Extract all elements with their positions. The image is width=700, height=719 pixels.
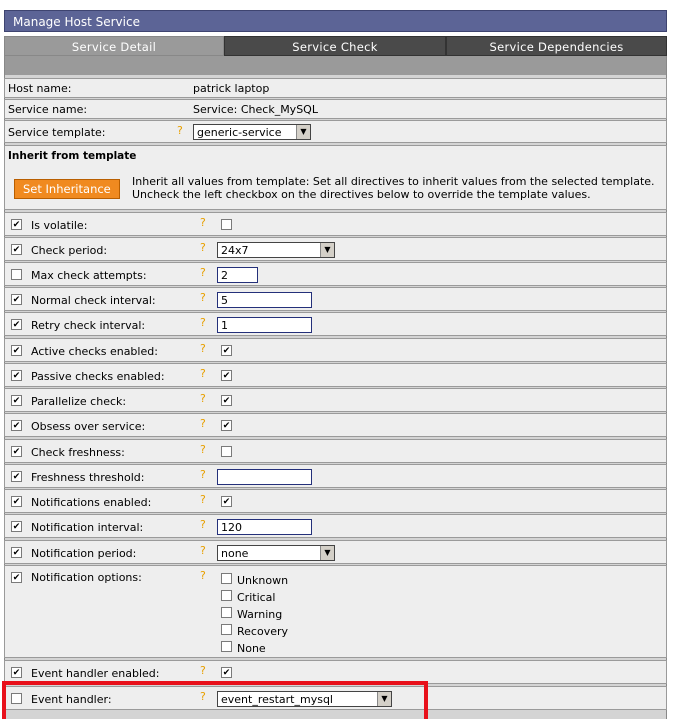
- obsess-over-service-inherit-checkbox[interactable]: [11, 420, 22, 431]
- notifications-enabled-inherit-checkbox[interactable]: [11, 496, 22, 507]
- check-freshness-label: Check freshness:: [31, 446, 125, 459]
- help-icon[interactable]: ?: [200, 493, 206, 506]
- is-volatile-label: Is volatile:: [31, 219, 88, 232]
- service-template-label: Service template:: [8, 126, 106, 139]
- help-icon[interactable]: ?: [177, 124, 183, 137]
- max-check-attempts-label: Max check attempts:: [31, 269, 147, 282]
- window-title: Manage Host Service: [4, 10, 667, 32]
- normal-check-interval-input[interactable]: 5: [217, 292, 312, 308]
- max-check-attempts-input[interactable]: 2: [217, 267, 258, 283]
- parallelize-check-row: [4, 388, 667, 412]
- recovery-option-label: Recovery: [237, 625, 289, 638]
- help-icon[interactable]: ?: [200, 367, 206, 380]
- max-check-attempts-inherit-checkbox[interactable]: [11, 269, 22, 280]
- service-name-label: Service name:: [8, 103, 88, 116]
- normal-check-interval-inherit-checkbox[interactable]: [11, 294, 22, 305]
- inherit-section: [4, 145, 667, 210]
- help-icon[interactable]: ?: [200, 342, 206, 355]
- critical-option-label: Critical: [237, 591, 276, 604]
- normal-check-interval-row: [4, 287, 667, 311]
- active-checks-enabled-checkbox[interactable]: [221, 345, 232, 356]
- warning-option-checkbox[interactable]: [221, 607, 232, 618]
- host-name-value: patrick laptop: [193, 82, 270, 95]
- obsess-over-service-checkbox[interactable]: [221, 420, 232, 431]
- host-name-label: Host name:: [8, 82, 72, 95]
- retry-check-interval-inherit-checkbox[interactable]: [11, 319, 22, 330]
- notification-period-inherit-checkbox[interactable]: [11, 547, 22, 558]
- notification-options-row: [4, 565, 667, 658]
- event-handler-enabled-label: Event handler enabled:: [31, 667, 160, 680]
- set-inheritance-button[interactable]: Set Inheritance: [14, 179, 120, 199]
- active-checks-enabled-row: [4, 338, 667, 362]
- check-freshness-checkbox[interactable]: [221, 446, 232, 457]
- service-template-value: generic-service: [197, 126, 282, 139]
- tab-panel-header: [4, 56, 667, 75]
- notification-options-label: Notification options:: [31, 571, 142, 584]
- event-handler-row: [4, 686, 667, 710]
- notification-interval-label: Notification interval:: [31, 521, 144, 534]
- obsess-over-service-row: [4, 413, 667, 437]
- freshness-threshold-input[interactable]: [217, 469, 312, 485]
- check-period-value: 24x7: [221, 244, 249, 257]
- check-freshness-row: [4, 439, 667, 463]
- recovery-option-checkbox[interactable]: [221, 624, 232, 635]
- notifications-enabled-label: Notifications enabled:: [31, 496, 152, 509]
- is-volatile-checkbox[interactable]: [221, 219, 232, 230]
- service-name-row: [4, 99, 667, 119]
- chevron-down-icon: ▼: [377, 692, 391, 706]
- notification-period-select[interactable]: [217, 545, 335, 561]
- freshness-threshold-inherit-checkbox[interactable]: [11, 471, 22, 482]
- critical-option-checkbox[interactable]: [221, 590, 232, 601]
- help-icon[interactable]: ?: [200, 316, 206, 329]
- help-icon[interactable]: ?: [200, 266, 206, 279]
- notification-options-inherit-checkbox[interactable]: [11, 572, 22, 583]
- tab-service-dependencies[interactable]: Service Dependencies: [446, 36, 667, 56]
- chevron-down-icon: ▼: [320, 546, 334, 560]
- help-icon[interactable]: ?: [200, 216, 206, 229]
- event-handler-value: event_restart_mysql: [221, 693, 333, 706]
- check-period-inherit-checkbox[interactable]: [11, 244, 22, 255]
- chevron-down-icon: ▼: [296, 125, 310, 139]
- event-handler-inherit-checkbox[interactable]: [11, 693, 22, 704]
- warning-option-label: Warning: [237, 608, 283, 621]
- event-handler-enabled-checkbox[interactable]: [221, 667, 232, 678]
- event-handler-enabled-inherit-checkbox[interactable]: [11, 667, 22, 678]
- retry-check-interval-input[interactable]: 1: [217, 317, 312, 333]
- notification-period-row: [4, 540, 667, 564]
- freshness-threshold-label: Freshness threshold:: [31, 471, 145, 484]
- notification-interval-row: [4, 514, 667, 538]
- help-icon[interactable]: ?: [200, 569, 206, 582]
- is-volatile-row: [4, 212, 667, 236]
- help-icon[interactable]: ?: [200, 518, 206, 531]
- retry-check-interval-row: [4, 312, 667, 336]
- notifications-enabled-row: [4, 489, 667, 513]
- check-period-row: [4, 237, 667, 261]
- parallelize-check-inherit-checkbox[interactable]: [11, 395, 22, 406]
- event-handler-enabled-row: [4, 660, 667, 684]
- check-period-select[interactable]: [217, 242, 335, 258]
- normal-check-interval-label: Normal check interval:: [31, 294, 156, 307]
- active-checks-inherit-checkbox[interactable]: [11, 345, 22, 356]
- service-name-value: Service: Check_MySQL: [193, 103, 318, 116]
- help-icon[interactable]: ?: [200, 690, 206, 703]
- passive-checks-enabled-checkbox[interactable]: [221, 370, 232, 381]
- help-icon[interactable]: ?: [200, 291, 206, 304]
- inherit-heading: Inherit from template: [8, 150, 137, 162]
- help-icon[interactable]: ?: [200, 392, 206, 405]
- help-icon[interactable]: ?: [200, 468, 206, 481]
- max-check-attempts-row: [4, 262, 667, 286]
- parallelize-check-label: Parallelize check:: [31, 395, 127, 408]
- help-icon[interactable]: ?: [200, 241, 206, 254]
- help-icon[interactable]: ?: [200, 417, 206, 430]
- chevron-down-icon: ▼: [320, 243, 334, 257]
- tab-bar: [4, 36, 667, 56]
- notification-period-value: none: [221, 547, 249, 560]
- passive-checks-inherit-checkbox[interactable]: [11, 370, 22, 381]
- service-template-select[interactable]: [193, 124, 311, 140]
- unknown-option-label: Unknown: [237, 574, 289, 587]
- notification-period-label: Notification period:: [31, 547, 137, 560]
- event-handler-label: Event handler:: [31, 693, 112, 706]
- tab-service-check[interactable]: Service Check: [224, 36, 446, 56]
- inherit-description: Inherit all values from template: Set all directives to inherit values from the selected template. Uncheck the left checkbox on the directives below to override the template values.: [132, 175, 655, 201]
- is-volatile-inherit-checkbox[interactable]: [11, 219, 22, 230]
- notification-interval-input[interactable]: 120: [217, 519, 312, 535]
- check-period-label: Check period:: [31, 244, 108, 257]
- tab-service-detail[interactable]: Service Detail: [4, 36, 224, 56]
- passive-checks-enabled-row: [4, 363, 667, 387]
- help-icon[interactable]: ?: [200, 664, 206, 677]
- host-name-row: [4, 78, 667, 98]
- none-option-checkbox[interactable]: [221, 641, 232, 652]
- active-checks-enabled-label: Active checks enabled:: [31, 345, 158, 358]
- none-option-label: None: [237, 642, 266, 655]
- help-icon[interactable]: ?: [200, 443, 206, 456]
- service-template-row: [4, 120, 667, 143]
- freshness-threshold-row: [4, 464, 667, 488]
- obsess-over-service-label: Obsess over service:: [31, 420, 146, 433]
- retry-check-interval-label: Retry check interval:: [31, 319, 146, 332]
- notifications-enabled-checkbox[interactable]: [221, 496, 232, 507]
- passive-checks-enabled-label: Passive checks enabled:: [31, 370, 165, 383]
- unknown-option-checkbox[interactable]: [221, 573, 232, 584]
- event-handler-select[interactable]: [217, 691, 392, 707]
- parallelize-check-checkbox[interactable]: [221, 395, 232, 406]
- check-freshness-inherit-checkbox[interactable]: [11, 446, 22, 457]
- notification-interval-inherit-checkbox[interactable]: [11, 521, 22, 532]
- help-icon[interactable]: ?: [200, 544, 206, 557]
